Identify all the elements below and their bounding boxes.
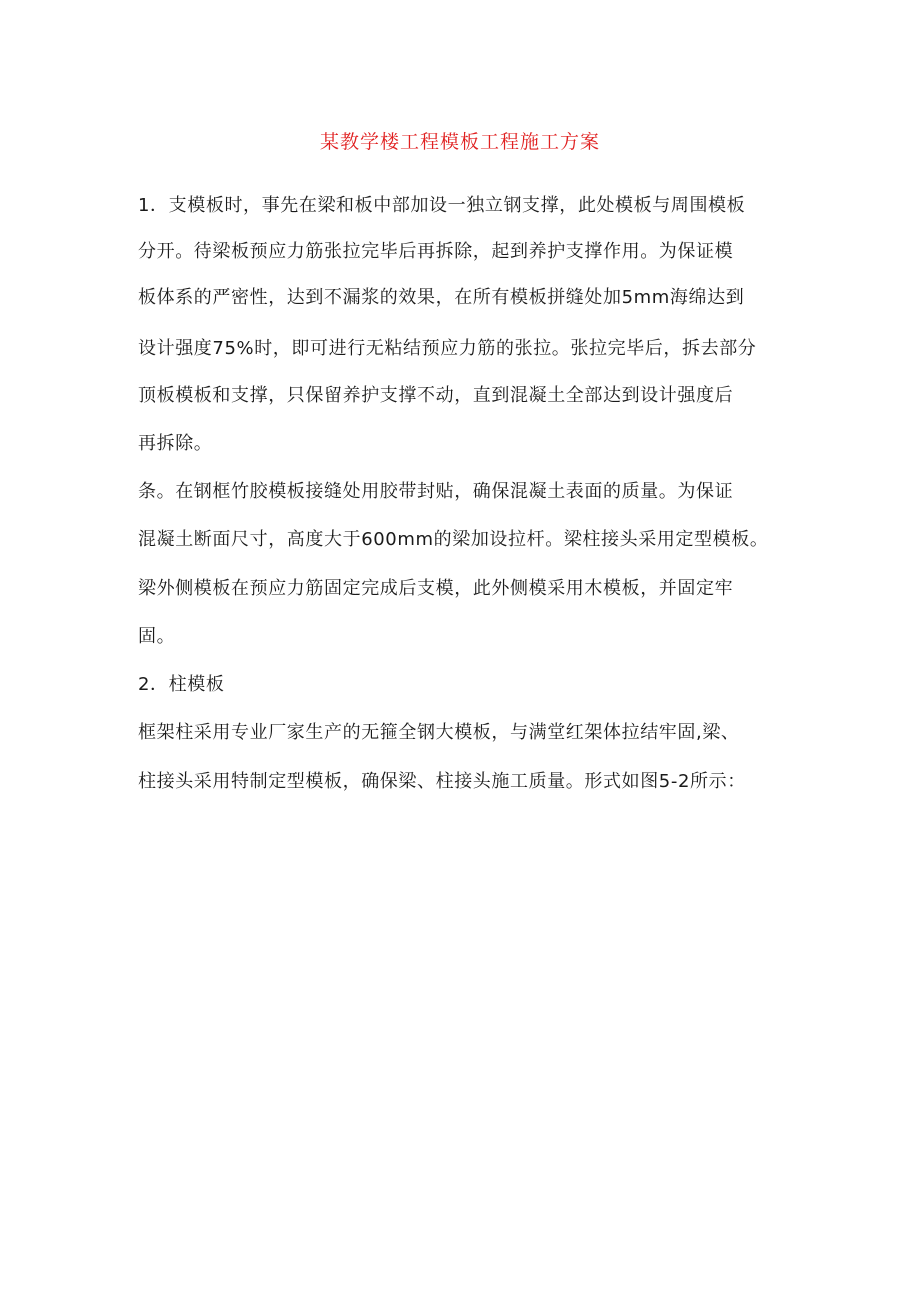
text-line: 设计强度75%时，即可进行无粘结预应力筋的张拉。张拉完毕后，拆去部分 bbox=[138, 338, 757, 359]
text-line: 顶板模板和支撑，只保留养护支撑不动，直到混凝土全部达到设计强度后 bbox=[138, 385, 734, 406]
text-line: 柱接头采用特制定型模板，确保梁、柱接头施工质量。形式如图5-2所示： bbox=[138, 771, 746, 792]
document-title: 某教学楼工程模板工程施工方案 bbox=[319, 131, 600, 153]
text-line: 梁外侧模板在预应力筋固定完成后支模，此外侧模采用木模板，并固定牢 bbox=[138, 578, 734, 599]
section-heading: 2．柱模板 bbox=[138, 674, 225, 695]
text-line: 混凝土断面尺寸，高度大于600mm的梁加设拉杆。梁柱接头采用定型模板。 bbox=[138, 529, 769, 550]
text-line: 分开。待梁板预应力筋张拉完毕后再拆除，起到养护支撑作用。为保证模 bbox=[138, 241, 734, 262]
text-line: 框架柱采用专业厂家生产的无箍全钢大模板，与满堂红架体拉结牢固,梁、 bbox=[138, 722, 740, 743]
text-line: 1．支模板时，事先在梁和板中部加设一独立钢支撑，此处模板与周围模板 bbox=[138, 195, 746, 216]
text-line: 再拆除。 bbox=[138, 433, 213, 454]
text-line: 固。 bbox=[138, 626, 176, 647]
text-line: 条。在钢框竹胶模板接缝处用胶带封贴，确保混凝土表面的质量。为保证 bbox=[138, 481, 734, 502]
text-line: 板体系的严密性，达到不漏浆的效果，在所有模板拼缝处加5mm海绵达到 bbox=[138, 287, 745, 308]
